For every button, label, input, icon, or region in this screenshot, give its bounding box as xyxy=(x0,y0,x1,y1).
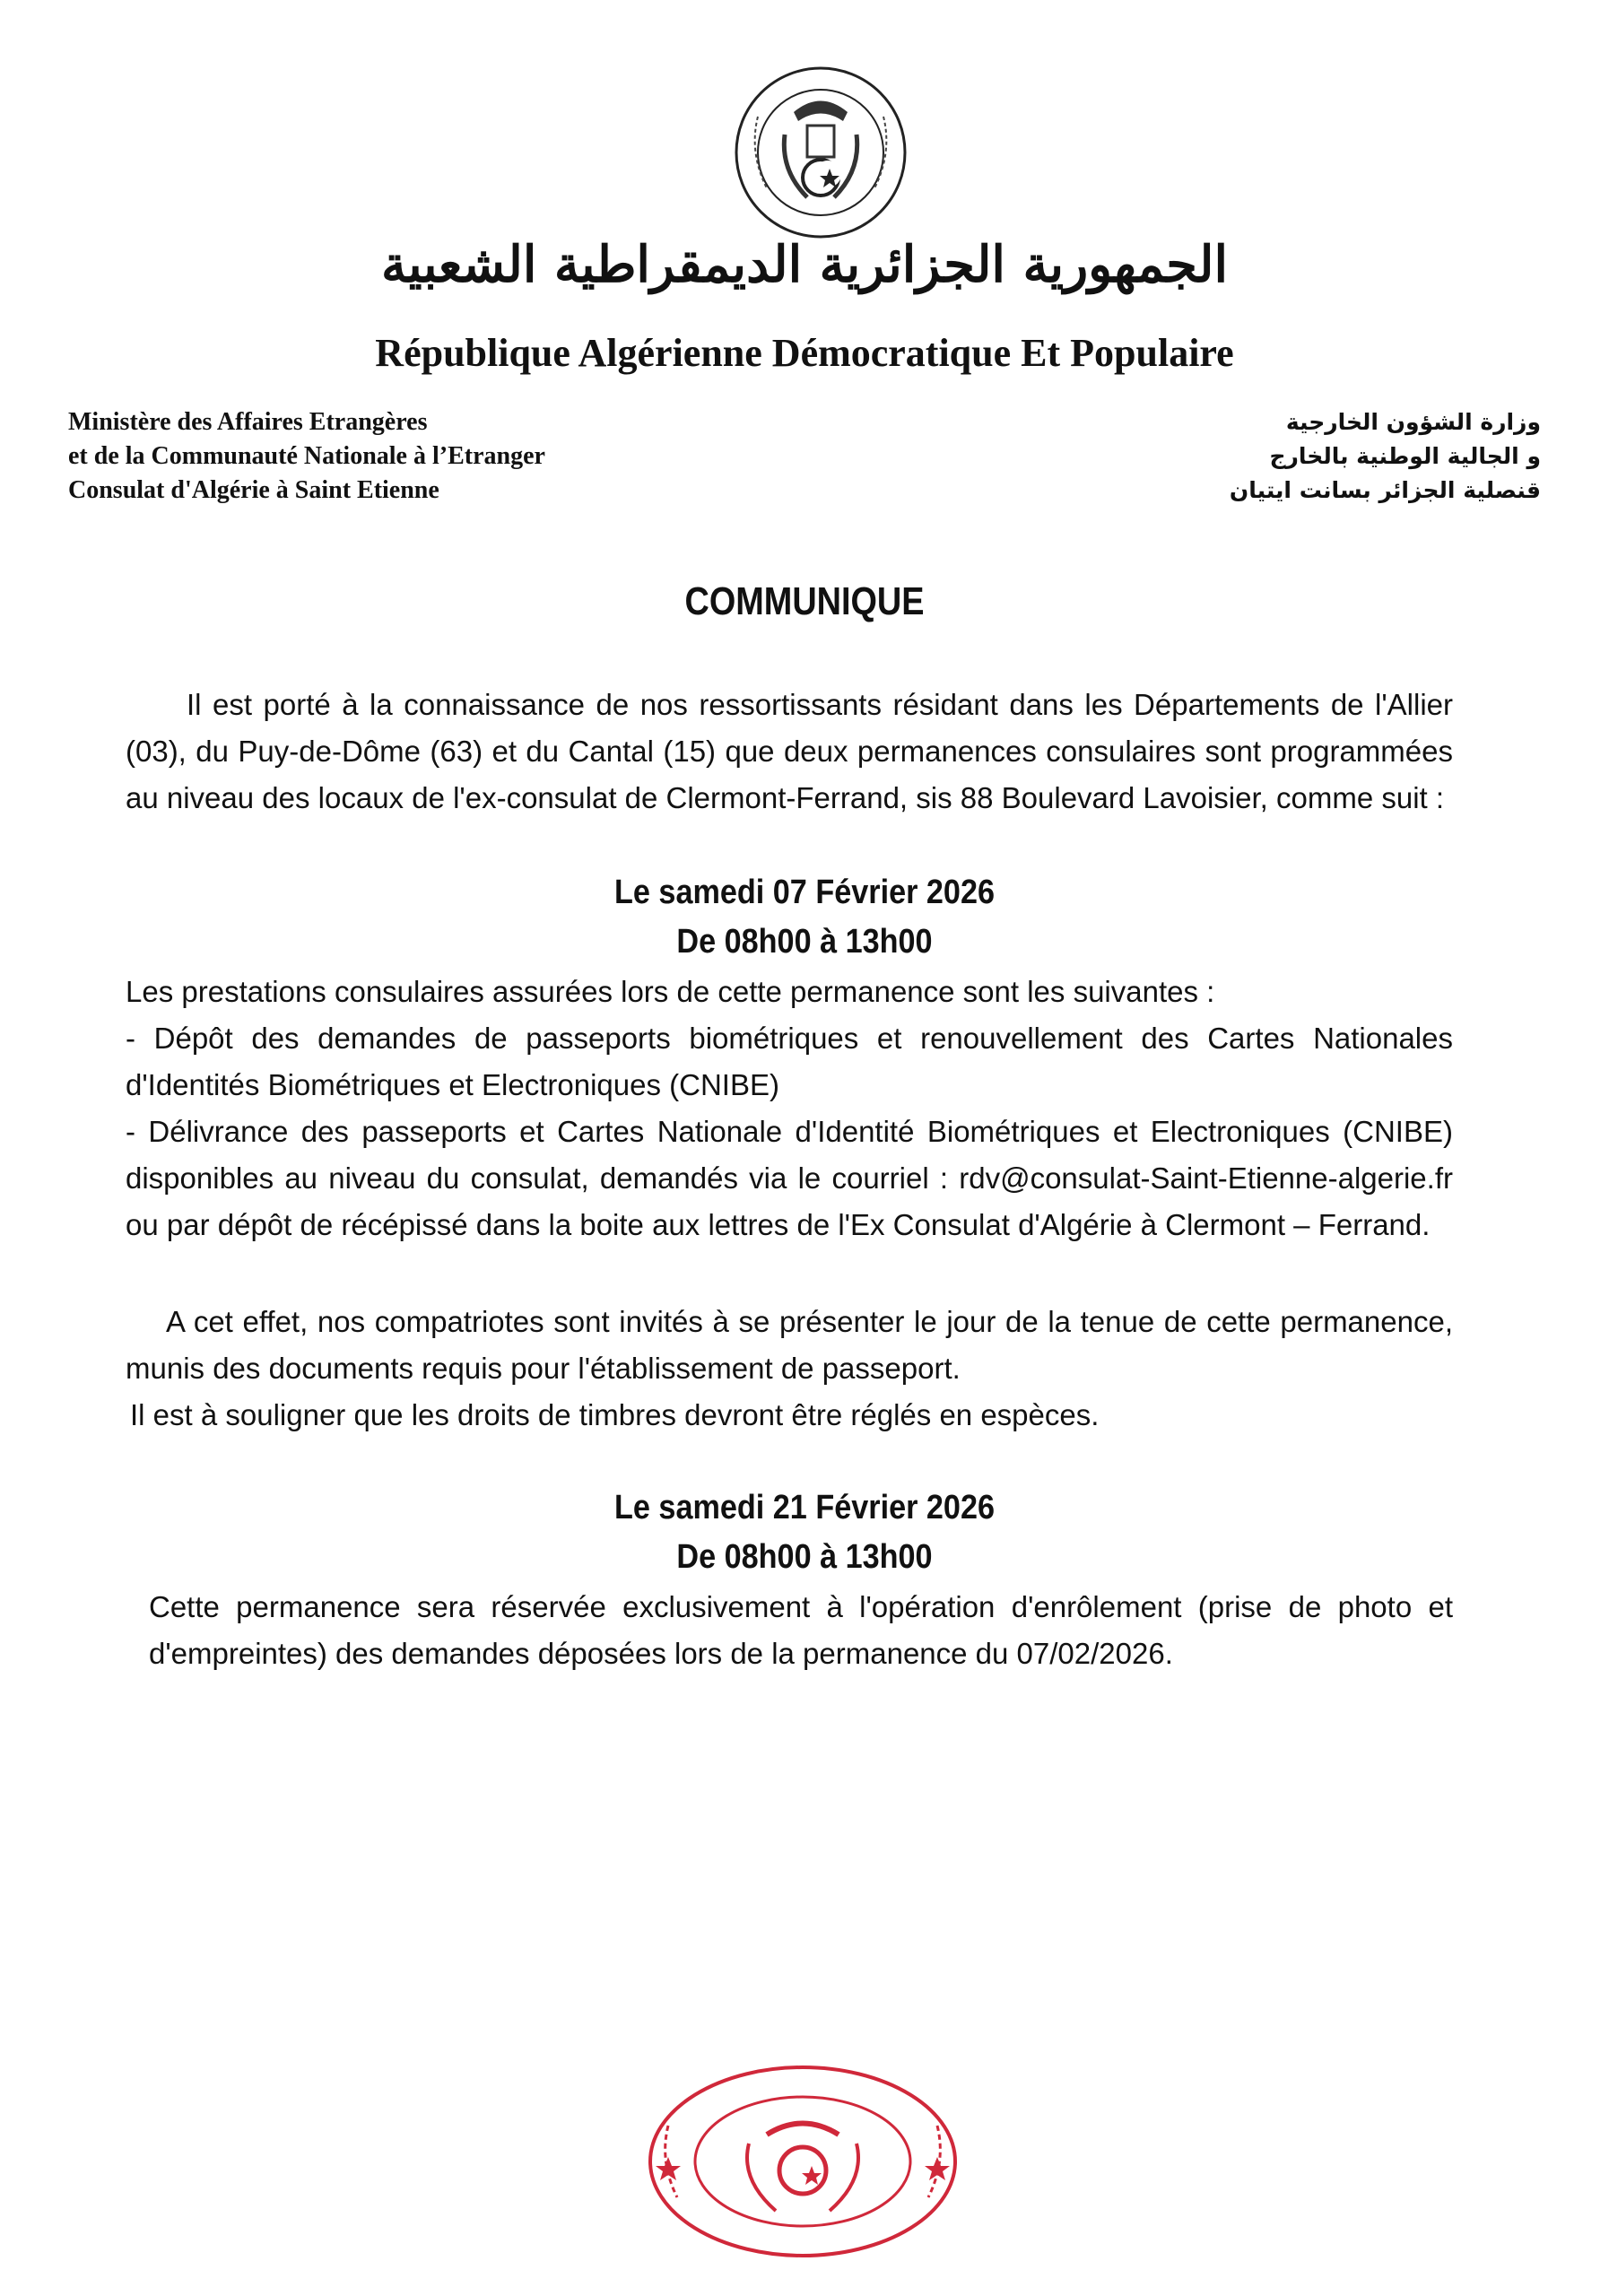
ministry-fr-line1: Ministère des Affaires Etrangères xyxy=(68,408,428,436)
ministry-ar-line2: و الجالية الوطنية بالخارج xyxy=(1269,443,1541,469)
national-emblem xyxy=(731,63,910,242)
session2-hours: De 08h00 à 13h00 xyxy=(676,1538,933,1576)
session1-date: Le samedi 07 Février 2026 xyxy=(614,874,995,911)
french-republic-title: République Algérienne Démocratique Et Populaire xyxy=(375,331,1234,375)
session2-date: Le samedi 21 Février 2026 xyxy=(614,1489,995,1526)
intro-paragraph: Il est porté à la connaissance de nos ressortissants résidant dans les Départements de l'Allier (03), du Puy-de-Dôme (63) et du Cantal (15) que deux permanences consulaires sont programmées au niveau des locaux de l'ex-consulat de Clermont-Ferrand, sis 88 Boulevard Lavoisier, comme suit : xyxy=(126,688,1453,814)
session2-description: Cette permanence sera réservée exclusivement à l'opération d'enrôlement (prise de photo et d'empreintes) des demandes déposées lors de la permanence du 07/02/2026. xyxy=(149,1590,1453,1670)
official-stamp xyxy=(641,2063,964,2260)
ministry-fr-line3: Consulat d'Algérie à Saint Etienne xyxy=(68,476,439,504)
session1-hours: De 08h00 à 13h00 xyxy=(676,923,933,961)
document-title: COMMUNIQUE xyxy=(684,579,925,623)
ministry-ar-line1: وزارة الشؤون الخارجية xyxy=(1285,409,1541,435)
ministry-block-fr xyxy=(68,405,545,508)
ministry-ar-line3: قنصلية الجزائر بسانت ايتيان xyxy=(1229,477,1541,503)
session1-item2: - Délivrance des passeports et Cartes Nationale d'Identité Biométriques et Electroniques (CNIBE) disponibles au niveau du consulat, demandés via le courriel : rdv@consulat-Saint-Etienne-algerie.fr ou par dépôt de récépissé dans la boite aux lettres de l'Ex Consulat d'Algérie à Clermont – Ferrand. xyxy=(126,1115,1453,1241)
session1-note2: Il est à souligner que les droits de timbres devront être réglés en espèces. xyxy=(130,1398,1100,1431)
session1-note1: A cet effet, nos compatriotes sont invités à se présenter le jour de la tenue de cette permanence, munis des documents requis pour l'établissement de passeport. xyxy=(126,1305,1453,1385)
session1-item1: - Dépôt des demandes de passeports biométriques et renouvellement des Cartes Nationales d'Identités Biométriques et Electroniques (CNIBE) xyxy=(126,1022,1453,1101)
session1-services-intro: Les prestations consulaires assurées lors de cette permanence sont les suivantes : xyxy=(126,975,1215,1008)
arabic-republic-title: الجمهورية الجزائرية الديمقراطية الشعبية xyxy=(380,235,1228,294)
ministry-fr-line2: et de la Communauté Nationale à l’Etranger xyxy=(68,442,545,470)
ministry-block-ar xyxy=(1230,405,1541,508)
